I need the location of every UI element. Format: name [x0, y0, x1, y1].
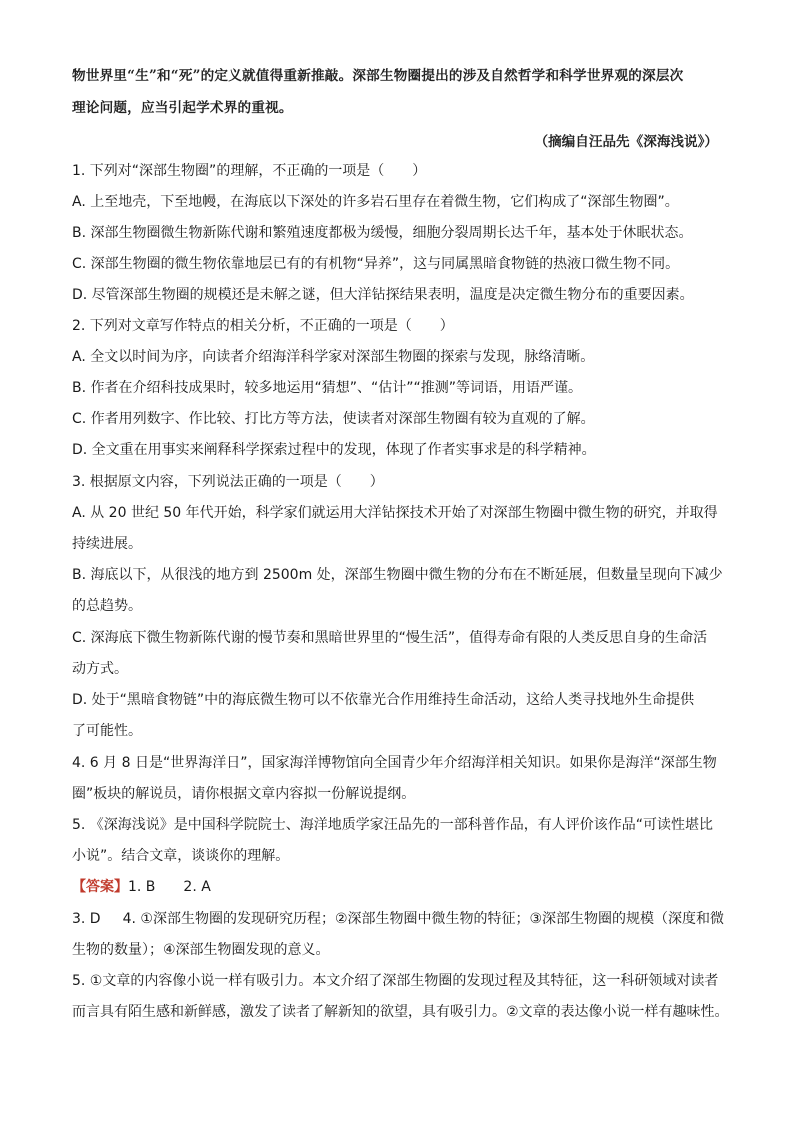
source-citation: （摘编自汪品先《深海浅说》）: [534, 134, 718, 150]
q1-option-a: A. 上至地壳，下至地幔，在海底以下深处的许多岩石里存在着微生物，它们构成了“深部生物圈”。: [72, 194, 679, 210]
answer-4-line-1: 4. ①深部生物圈的发现研究历程；②深部生物圈中微生物的特征；③深部生物圈的规模（深度和微: [122, 911, 725, 927]
q1-option-d: D. 尽管深部生物圈的规模还是未解之谜，但大洋钻探结果表明，温度是决定微生物分布的重要因素。: [72, 287, 694, 303]
q2-option-c: C. 作者用列数字、作比较、打比方等方法，使读者对深部生物圈有较为直观的了解。: [72, 411, 595, 427]
q1-option-c: C. 深部生物圈的微生物依靠地层已有的有机物“异养”，这与同属黑暗食物链的热液口微生物不同。: [72, 256, 680, 272]
q2-option-b: B. 作者在介绍科技成果时，较多地运用“猜想”、“估计”“推测”等词语，用语严谨。: [72, 380, 583, 396]
q4-line-1: 4. 6 月 8 日是“世界海洋日”，国家海洋博物馆向全国青少年介绍海洋相关知识。如果你是海洋“深部生物: [72, 755, 717, 771]
q3-stem: 3. 根据原文内容，下列说法正确的一项是（ ）: [72, 474, 384, 490]
answer-5-line-2: 而言具有陌生感和新鲜感，激发了读者了解新知的欲望，具有吸引力。②文章的表达像小说一样有趣味性。: [72, 1004, 729, 1020]
q2-option-d: D. 全文重在用事实来阐释科学探索过程中的发现，体现了作者实事求是的科学精神。: [72, 442, 596, 458]
answer-1: 1. B: [128, 879, 156, 895]
answer-row-1: [72, 877, 742, 897]
answer-4-line-2: 生物的数量）；④深部生物圈发现的意义。: [72, 942, 330, 958]
answer-row-2: [72, 909, 742, 929]
q1-option-b: B. 深部生物圈微生物新陈代谢和繁殖速度都极为缓慢，细胞分裂周期长达千年，基本处于休眠状态。: [72, 225, 693, 241]
q3-option-d-line-1: D. 处于“黑暗食物链”中的海底微生物可以不依靠光合作用维持生命活动，这给人类寻找地外生命提供: [72, 692, 695, 708]
answer-3: 3. D: [72, 911, 101, 927]
q3-option-a-line-2: 持续进展。: [72, 536, 142, 552]
answer-2: 2. A: [183, 879, 211, 895]
q5-line-2: 小说”。结合文章，谈谈你的理解。: [72, 848, 290, 864]
q3-option-a-line-1: A. 从 20 世纪 50 年代开始，科学家们就运用大洋钻探技术开始了对深部生物圈中微生物的研究，并取得: [72, 505, 718, 521]
intro-line-2: 理论问题，应当引起学术界的重视。: [72, 100, 293, 116]
q3-option-d-line-2: 了可能性。: [72, 723, 142, 739]
q2-stem: 2. 下列对文章写作特点的相关分析，不正确的一项是（ ）: [72, 318, 454, 334]
q3-option-b-line-1: B. 海底以下，从很浅的地方到 2500m 处，深部生物圈中微生物的分布在不断延展，但数量呈现向下减少: [72, 567, 723, 583]
q2-option-a: A. 全文以时间为序，向读者介绍海洋科学家对深部生物圈的探索与发现，脉络清晰。: [72, 349, 595, 365]
q1-stem: 1. 下列对“深部生物圈”的理解，不正确的一项是（ ）: [72, 163, 427, 179]
answer-5-line-1: 5. ①文章的内容像小说一样有吸引力。本文介绍了深部生物圈的发现过程及其特征，这一科研领域对读者: [72, 973, 719, 989]
q3-option-c-line-1: C. 深海底下微生物新陈代谢的慢节奏和黑暗世界里的“慢生活”，值得寿命有限的人类反思自身的生命活: [72, 630, 708, 646]
q3-option-b-line-2: 的总趋势。: [72, 598, 142, 614]
answer-label: 【答案】: [72, 879, 128, 895]
q3-option-c-line-2: 动方式。: [72, 661, 128, 677]
q4-line-2: 圈”板块的解说员，请你根据文章内容拟一份解说提纲。: [72, 786, 416, 802]
intro-line-1: 物世界里“生”和“死”的定义就值得重新推敲。深部生物圈提出的涉及自然哲学和科学世界观的深层次: [72, 68, 684, 84]
q5-line-1: 5. 《深海浅说》是中国科学院院士、海洋地质学家汪品先的一部科普作品，有人评价该作品“可读性堪比: [72, 817, 714, 833]
